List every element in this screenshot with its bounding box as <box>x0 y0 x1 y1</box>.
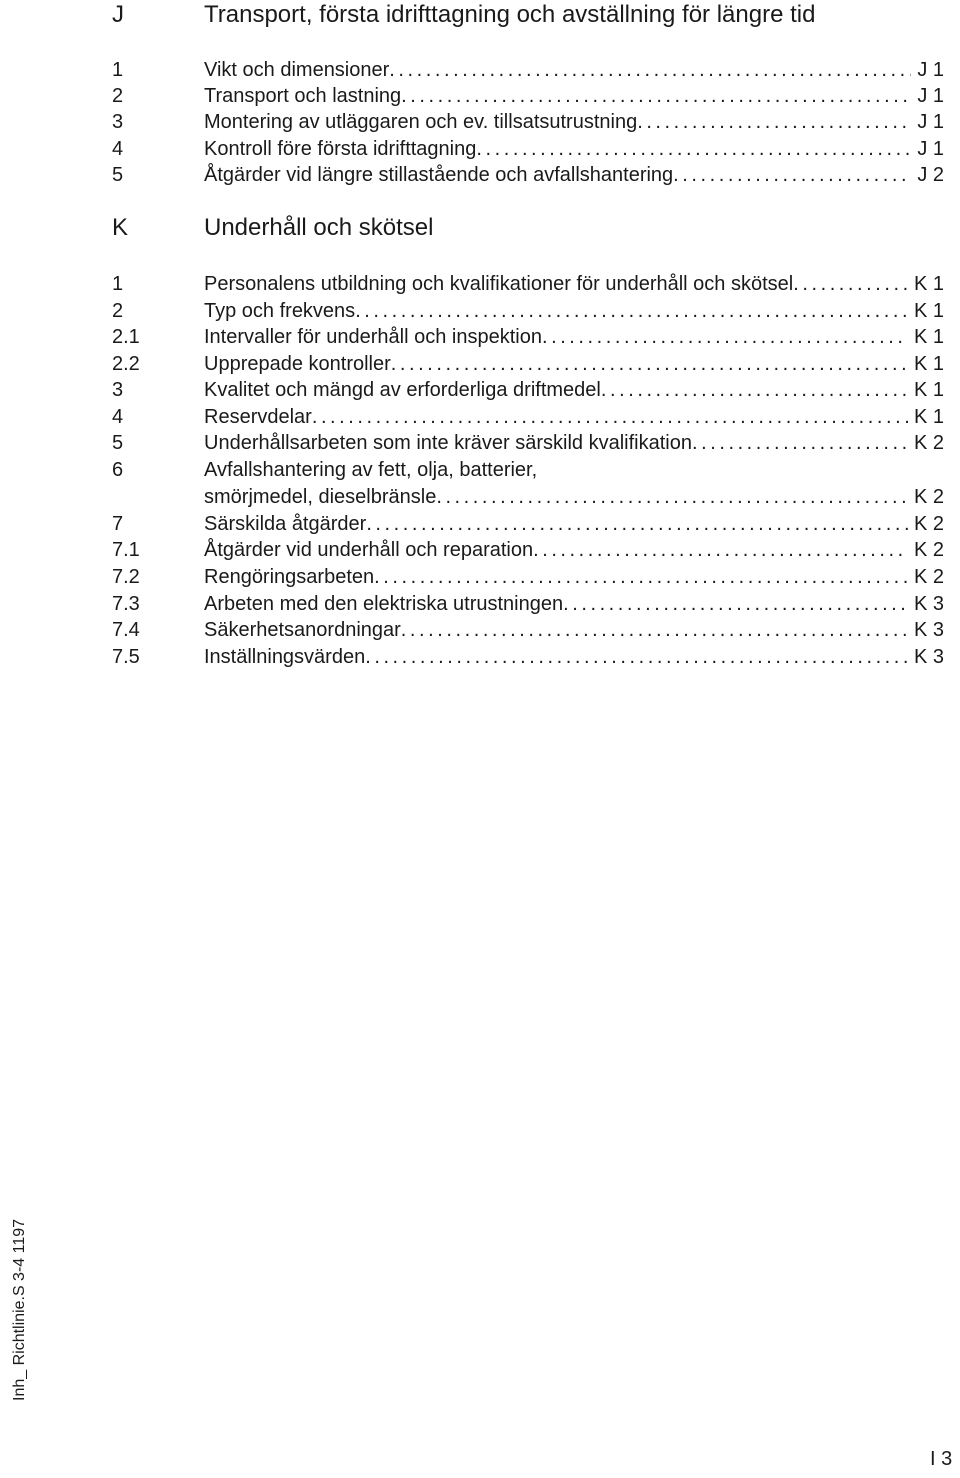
entry-number: 7 <box>112 513 124 535</box>
entry-number: 2 <box>112 85 124 107</box>
entry-title: Säkerhetsanordningar <box>204 619 401 641</box>
dot-leader <box>365 645 908 669</box>
dot-leader <box>692 431 908 455</box>
toc-entry[interactable] <box>112 642 944 669</box>
entry-number: 2 <box>112 300 124 322</box>
entry-number: 7.3 <box>112 593 140 615</box>
entry-number: 5 <box>112 432 124 454</box>
dot-leader <box>542 325 908 349</box>
entry-title: Upprepade kontroller <box>204 353 391 375</box>
toc-entry[interactable] <box>112 615 944 642</box>
entry-number: 7.5 <box>112 646 140 668</box>
entry-title: Transport och lastning <box>204 85 402 107</box>
dot-leader <box>355 299 908 323</box>
entry-title: Montering av utläggaren och ev. tillsatsutrustning <box>204 111 638 133</box>
entry-page: K 3 <box>913 593 944 615</box>
entry-page: K 1 <box>913 353 944 375</box>
page-number: I 3 <box>930 1448 953 1470</box>
entry-page: K 1 <box>913 326 944 348</box>
entry-number: 5 <box>112 164 124 186</box>
toc-entry[interactable] <box>112 535 944 562</box>
entry-number: 6 <box>112 459 124 481</box>
entry-title: Vikt och dimensioner <box>204 59 390 81</box>
toc-entry-continuation[interactable] <box>112 482 944 509</box>
entry-number: 3 <box>112 379 124 401</box>
entry-number: 4 <box>112 406 124 428</box>
section-title: Underhåll och skötsel <box>204 214 434 241</box>
entry-page: K 2 <box>913 513 944 535</box>
entry-title: Intervaller för underhåll och inspektion <box>204 326 542 348</box>
dot-leader <box>601 378 908 402</box>
entry-title: Personalens utbildning och kvalifikationer för underhåll och skötsel <box>204 273 794 295</box>
entry-page: K 2 <box>913 432 944 454</box>
dot-leader <box>401 618 908 642</box>
entry-title: Typ och frekvens <box>204 300 356 322</box>
entry-page: K 2 <box>913 486 944 508</box>
toc-entry[interactable] <box>112 375 944 402</box>
section-letter: J <box>112 1 124 28</box>
toc-entry[interactable] <box>112 160 944 187</box>
entry-page: K 1 <box>913 300 944 322</box>
entry-title: Arbeten med den elektriska utrustningen <box>204 593 564 615</box>
toc-entry[interactable] <box>112 296 944 323</box>
section-title: Transport, första idrifttagning och avställning för längre tid <box>204 1 816 28</box>
entry-page: K 3 <box>913 619 944 641</box>
entry-title: Särskilda åtgärder <box>204 513 367 535</box>
entry-page: J 1 <box>917 59 944 81</box>
toc-entry[interactable] <box>112 55 944 82</box>
dot-leader <box>793 272 908 296</box>
entry-title: Kontroll före första idrifttagning <box>204 138 477 160</box>
entry-page: K 1 <box>913 406 944 428</box>
section-heading-k <box>112 213 952 243</box>
entry-page: K 2 <box>913 539 944 561</box>
entry-number: 3 <box>112 111 124 133</box>
toc-entry[interactable] <box>112 428 944 455</box>
entry-title: Kvalitet och mängd av erforderliga driftmedel <box>204 379 601 401</box>
entry-page: J 1 <box>917 138 944 160</box>
dot-leader <box>312 405 908 429</box>
entry-page: K 2 <box>913 566 944 588</box>
toc-entry[interactable] <box>112 349 944 376</box>
entry-page: K 1 <box>913 379 944 401</box>
entry-page: K 3 <box>913 646 944 668</box>
entry-title: Åtgärder vid underhåll och reparation <box>204 539 534 561</box>
entry-number: 4 <box>112 138 124 160</box>
entry-number: 2.1 <box>112 326 140 348</box>
dot-leader <box>563 592 908 616</box>
toc-entry[interactable] <box>112 455 944 482</box>
dot-leader <box>391 352 908 376</box>
entry-page: J 2 <box>917 164 944 186</box>
entry-number: 2.2 <box>112 353 140 375</box>
entry-number: 7.2 <box>112 566 140 588</box>
entry-title: Underhållsarbeten som inte kräver särskild kvalifikation <box>204 432 692 454</box>
entry-number: 7.4 <box>112 619 140 641</box>
dot-leader <box>533 538 908 562</box>
section-letter: K <box>112 214 129 241</box>
dot-leader <box>389 58 911 82</box>
entry-number: 1 <box>112 273 124 295</box>
toc-entry[interactable] <box>112 402 944 429</box>
toc-entry[interactable] <box>112 322 944 349</box>
dot-leader <box>436 485 908 509</box>
dot-leader <box>366 512 908 536</box>
entry-title: Åtgärder vid längre stillastående och avfallshantering <box>204 164 674 186</box>
toc-entry[interactable] <box>112 134 944 161</box>
side-document-label: Inh_ Richtlinie.S 3-4 1197 <box>11 1218 28 1401</box>
entry-title-line2: smörjmedel, dieselbränsle <box>204 486 437 508</box>
entry-number: 7.1 <box>112 539 140 561</box>
entry-title: Inställningsvärden <box>204 646 366 668</box>
entry-number: 1 <box>112 59 124 81</box>
entry-page: J 1 <box>917 85 944 107</box>
toc-entry[interactable] <box>112 589 944 616</box>
entry-page: J 1 <box>917 111 944 133</box>
entry-title: Avfallshantering av fett, olja, batterier, <box>204 459 538 481</box>
dot-leader <box>374 565 908 589</box>
dot-leader <box>476 137 911 161</box>
toc-entry[interactable] <box>112 107 944 134</box>
entry-title: Rengöringsarbeten <box>204 566 375 588</box>
dot-leader <box>637 110 911 134</box>
toc-entry[interactable] <box>112 81 944 108</box>
entry-page: K 1 <box>913 273 944 295</box>
section-heading-j <box>112 0 952 30</box>
entry-title: Reservdelar <box>204 406 312 428</box>
toc-entry[interactable] <box>112 562 944 589</box>
toc-entry[interactable] <box>112 269 944 296</box>
toc-entry[interactable] <box>112 509 944 536</box>
dot-leader <box>401 84 911 108</box>
dot-leader <box>673 163 911 187</box>
